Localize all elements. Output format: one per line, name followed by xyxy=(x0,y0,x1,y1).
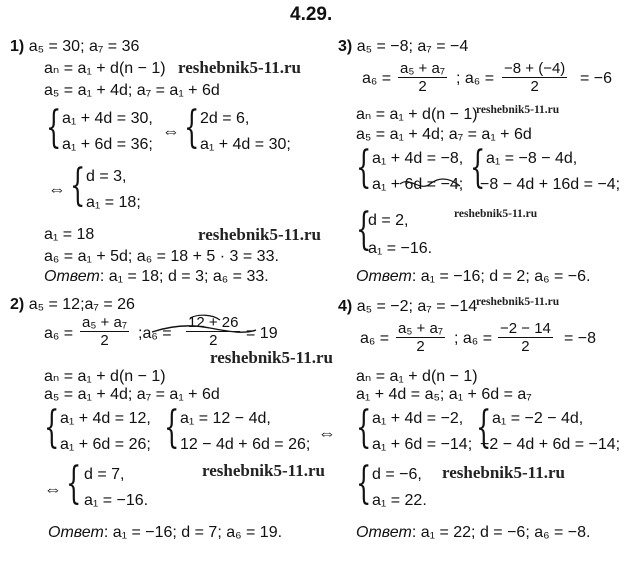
p3-terms: a₅ = a₁ + 4d; a₇ = a₁ + 6d xyxy=(356,126,532,143)
p1-system1-eq2: a₁ + 6d = 36; xyxy=(62,136,153,153)
p2-system3-brace: { xyxy=(66,458,82,509)
p3-given xyxy=(338,38,468,56)
p3-f1-denominator: 2 xyxy=(418,78,427,95)
p2-formula: aₙ = a₁ + d(n − 1) xyxy=(44,368,166,385)
watermark: reshebnik5-11.ru xyxy=(442,463,565,482)
p4-f2-numerator: −2 − 14 xyxy=(500,320,551,337)
p4-system2-brace: { xyxy=(476,402,492,453)
p3-f2-denominator: 2 xyxy=(530,78,539,95)
p1-result2: a₆ = a₁ + 5d; a₆ = 18 + 5 · 3 = 33. xyxy=(44,248,279,265)
p4-f1-denominator: 2 xyxy=(416,338,425,355)
p2-system3-eq2: a₁ = −16. xyxy=(84,492,149,509)
p1-system2-eq2: a₁ + 4d = 30; xyxy=(200,136,291,153)
p2-system2-brace: { xyxy=(164,402,180,453)
p4-answer-text: : a₁ = 22; d = −6; a₆ = −8. xyxy=(411,524,591,541)
p3-f2-result: = −6 xyxy=(580,70,613,87)
p1-given-text: a₅ = 30; a₇ = 36 xyxy=(28,38,140,55)
p3-answer xyxy=(356,268,590,286)
watermark: reshebnik5-11.ru xyxy=(476,296,560,308)
p1-equivalence: ⇔ xyxy=(162,121,180,141)
p3-system3-brace: { xyxy=(356,204,372,255)
p1-result1: a₁ = 18 xyxy=(44,226,95,243)
p2-f1-fraction xyxy=(80,314,129,349)
watermark: reshebnik5-11.ru xyxy=(178,58,301,77)
p3-f1-lhs: a₆ = xyxy=(362,70,392,87)
p4-system3-brace: { xyxy=(356,458,372,509)
p2-f2-result: = 19 xyxy=(246,325,278,342)
p1-formula: aₙ = a₁ + d(n − 1) xyxy=(44,60,166,77)
p4-system1-eq2: a₁ + 6d = −14; xyxy=(372,436,473,453)
p4-f1-lhs: a₆ = xyxy=(360,330,390,347)
p2-f2-lhs: ;a₆ = xyxy=(138,325,172,342)
p1-system2-eq1: 2d = 6, xyxy=(200,110,250,127)
p2-f1-denominator: 2 xyxy=(100,332,109,349)
p4-answer-label: Ответ xyxy=(356,524,412,541)
p4-f2-fraction xyxy=(498,320,553,355)
p2-system2-eq1: a₁ = 12 − 4d, xyxy=(180,410,271,427)
p4-answer xyxy=(356,524,590,542)
p3-system1-eq2: a₁ + 6d = −4; xyxy=(372,176,464,193)
p2-f2-numerator: 12 + 26 xyxy=(188,314,239,331)
p3-formula: aₙ = a₁ + d(n − 1) xyxy=(356,106,478,123)
p4-f1-fraction xyxy=(396,320,445,355)
p3-answer-text: : a₁ = −16; d = 2; a₆ = −6. xyxy=(411,268,591,285)
p3-system2-eq2: −8 − 4d + 16d = −4; xyxy=(480,176,621,193)
p4-system2-eq1: a₁ = −2 − 4d, xyxy=(492,410,584,427)
p4-system3-eq1: d = −6, xyxy=(372,466,422,483)
p2-system3-eq1: d = 7, xyxy=(84,466,125,483)
p2-f1-numerator: a₅ + a₇ xyxy=(82,314,127,331)
p4-given-text: a₅ = −2; a₇ = −14 xyxy=(356,298,478,315)
p3-number: 3) xyxy=(338,38,353,55)
p2-answer-label: Ответ xyxy=(48,524,104,541)
p1-system3-brace: { xyxy=(70,160,86,211)
p2-equivalence-2: ⇔ xyxy=(44,479,62,499)
p2-number: 2) xyxy=(10,296,25,313)
p1-answer-label: Ответ xyxy=(44,268,100,285)
p4-f2-result: = −8 xyxy=(564,330,597,347)
p3-system1-brace: { xyxy=(356,142,372,193)
p2-given-text: a₅ = 12;a₇ = 26 xyxy=(28,296,135,313)
p2-f1-lhs: a₆ = xyxy=(44,325,74,342)
p2-system2-eq2: 12 − 4d + 6d = 26; xyxy=(180,436,311,453)
p4-system3-eq2: a₁ = 22. xyxy=(372,492,427,509)
p4-system2-eq2: −2 − 4d + 6d = −14; xyxy=(480,436,621,453)
watermark: reshebnik5-11.ru xyxy=(198,225,321,244)
p1-answer-text: : a₁ = 18; d = 3; a₆ = 33. xyxy=(99,268,269,285)
watermark: reshebnik5-11.ru xyxy=(454,208,538,220)
p3-answer-label: Ответ xyxy=(356,268,412,285)
watermark: reshebnik5-11.ru xyxy=(476,104,560,116)
p1-system3-eq2: a₁ = 18; xyxy=(86,194,141,211)
p1-system3-eq1: d = 3, xyxy=(86,168,127,185)
p4-number: 4) xyxy=(338,298,353,315)
p3-system3-eq2: a₁ = −16. xyxy=(368,240,433,257)
p1-answer xyxy=(44,268,269,286)
p2-strikethrough-scribble xyxy=(150,312,260,352)
p4-system1-eq1: a₁ + 4d = −2, xyxy=(372,410,464,427)
p3-f2-numerator: −8 + (−4) xyxy=(504,60,566,77)
p1-equivalence-2: ⇔ xyxy=(48,179,66,199)
p1-terms: a₅ = a₁ + 4d; a₇ = a₁ + 6d xyxy=(44,82,220,99)
p1-given xyxy=(10,38,139,56)
p3-f2-lhs: ; a₆ = xyxy=(456,70,495,87)
p2-system1-brace: { xyxy=(44,402,60,453)
p2-terms: a₅ = a₁ + 4d; a₇ = a₁ + 6d xyxy=(44,386,220,403)
p4-f2-denominator: 2 xyxy=(521,338,530,355)
p2-equivalence: ⇔ xyxy=(318,423,336,443)
p4-terms: a₁ + 4d = a₅; a₁ + 6d = a₇ xyxy=(356,386,532,403)
p2-system1-eq2: a₁ + 6d = 26; xyxy=(60,436,151,453)
p2-given xyxy=(10,296,135,314)
p3-system2-brace: { xyxy=(470,142,486,193)
p4-system1-brace: { xyxy=(356,402,372,453)
p3-f2-fraction xyxy=(502,60,567,95)
p1-system1-brace: { xyxy=(46,102,62,153)
p2-answer-text: : a₁ = −16; d = 7; a₆ = 19. xyxy=(103,524,283,541)
p2-system1-eq1: a₁ + 4d = 12, xyxy=(60,410,151,427)
p3-system3-eq1: d = 2, xyxy=(368,212,409,229)
p3-scribble xyxy=(396,172,476,196)
p1-system2-brace: { xyxy=(184,102,200,153)
p2-answer xyxy=(48,524,282,542)
problem-title: 4.29. xyxy=(290,4,333,25)
p3-f1-fraction xyxy=(398,60,447,95)
p4-f1-numerator: a₅ + a₇ xyxy=(398,320,443,337)
p3-system2-eq1: a₁ = −8 − 4d, xyxy=(486,150,578,167)
p1-number: 1) xyxy=(10,38,25,55)
p4-f2-lhs: ; a₆ = xyxy=(454,330,493,347)
p3-given-text: a₅ = −8; a₇ = −4 xyxy=(356,38,469,55)
p3-system1-eq1: a₁ + 4d = −8, xyxy=(372,150,464,167)
watermark: reshebnik5-11.ru xyxy=(202,461,325,480)
p4-given xyxy=(338,298,477,316)
p4-formula: aₙ = a₁ + d(n − 1) xyxy=(356,368,478,385)
watermark: reshebnik5-11.ru xyxy=(210,348,333,367)
p3-f1-numerator: a₅ + a₇ xyxy=(400,60,445,77)
p1-system1-eq1: a₁ + 4d = 30, xyxy=(62,110,153,127)
p2-f2-denominator: 2 xyxy=(209,332,218,349)
